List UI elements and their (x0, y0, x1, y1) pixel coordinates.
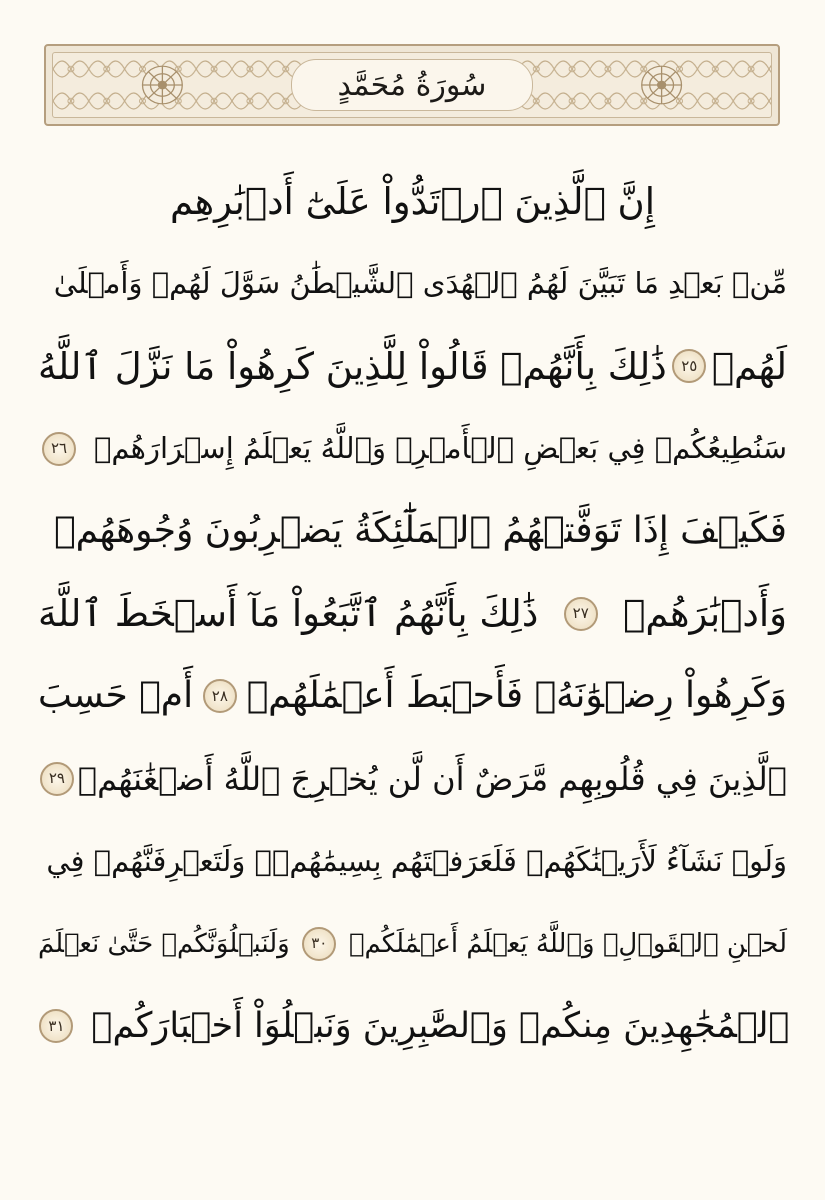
verse-text-block (38, 160, 790, 1068)
surah-title: سُورَةُ مُحَمَّدٍ (337, 67, 487, 103)
verse-line (38, 903, 787, 986)
verse-text-segment: أَمۡ حَسِبَ (38, 675, 194, 717)
verse-text-segment: ذَٰلِكَ بِأَنَّهُمۡ قَالُواْ لِلَّذِينَ كَرِهُواْ مَا نَزَّلَ ٱللَّهُ (38, 344, 667, 388)
surah-title-cartouche (291, 59, 533, 111)
verse-text-segment: وَلَنَبۡلُوَنَّكُمۡ حَتَّىٰ نَعۡلَمَ (38, 928, 290, 959)
verse-line (38, 490, 787, 573)
verse-text-segment: سَنُطِيعُكُمۡ فِي بَعۡضِ ٱلۡأَمۡرِۖ وَٱللَّهُ يَعۡلَمُ إِسۡرَارَهُمۡ (93, 431, 787, 466)
verse-line (38, 820, 787, 903)
ayah-number-marker: ٣٠ (302, 927, 336, 961)
verse-text-segment: وَلَوۡ نَشَآءُ لَأَرَيۡنَٰكَهُمۡ فَلَعَرَفۡتَهُم بِسِيمَٰهُمۡۚ وَلَتَعۡرِفَنَّهُمۡ فِي (46, 843, 787, 878)
ayah-number-marker: ٢٥ (672, 349, 706, 383)
verse-line (38, 408, 787, 491)
verse-line (38, 325, 787, 408)
verse-line (38, 573, 787, 656)
verse-line (38, 243, 787, 326)
verse-text-segment: إِنَّ ٱلَّذِينَ ٱرۡتَدُّواْ عَلَىٰٓ أَدۡبَٰرِهِم (170, 179, 655, 223)
verse-text-segment: لَهُمۡ (711, 344, 787, 388)
verse-text-segment: ذَٰلِكَ بِأَنَّهُمُ ٱتَّبَعُواْ مَآ أَسۡخَطَ ٱللَّهَ (38, 592, 539, 636)
surah-header-inner (52, 52, 772, 118)
verse-line (38, 655, 787, 738)
verse-text-segment: لَحۡنِ ٱلۡقَوۡلِۚ وَٱللَّهُ يَعۡلَمُ أَعۡمَٰلَكُمۡ (348, 928, 787, 959)
verse-text-segment: مِّنۢ بَعۡدِ مَا تَبَيَّنَ لَهُمُ ٱلۡهُدَى ٱلشَّيۡطَٰنُ سَوَّلَ لَهُمۡ وَأَمۡلَىٰ (53, 266, 787, 301)
verse-text-segment: وَكَرِهُواْ رِضۡوَٰنَهُۥ فَأَحۡبَطَ أَعۡمَٰلَهُمۡ (246, 675, 787, 717)
ayah-number-marker: ٣١ (39, 1009, 73, 1043)
verse-text-segment: وَأَدۡبَٰرَهُمۡ (623, 592, 787, 636)
verse-line (38, 985, 790, 1068)
verse-text-segment: ٱلَّذِينَ فِي قُلُوبِهِم مَّرَضٌ أَن لَّن يُخۡرِجَ ٱللَّهُ أَضۡغَٰنَهُمۡ (77, 759, 787, 798)
ayah-number-marker: ٢٦ (42, 432, 76, 466)
ayah-number-marker: ٢٩ (40, 762, 74, 796)
ayah-number-marker: ٢٧ (564, 597, 598, 631)
verse-text-segment: ٱلۡمُجَٰهِدِينَ مِنكُمۡ وَٱلصَّٰبِرِينَ وَنَبۡلُوَاْ أَخۡبَارَكُمۡ (91, 1005, 790, 1046)
verse-text-segment: فَكَيۡفَ إِذَا تَوَفَّتۡهُمُ ٱلۡمَلَٰٓئِكَةُ يَضۡرِبُونَ وُجُوهَهُمۡ (53, 510, 787, 552)
verse-line (38, 738, 787, 821)
verse-line (38, 160, 787, 243)
ayah-number-marker: ٢٨ (203, 679, 237, 713)
surah-header-ornament (44, 44, 780, 126)
